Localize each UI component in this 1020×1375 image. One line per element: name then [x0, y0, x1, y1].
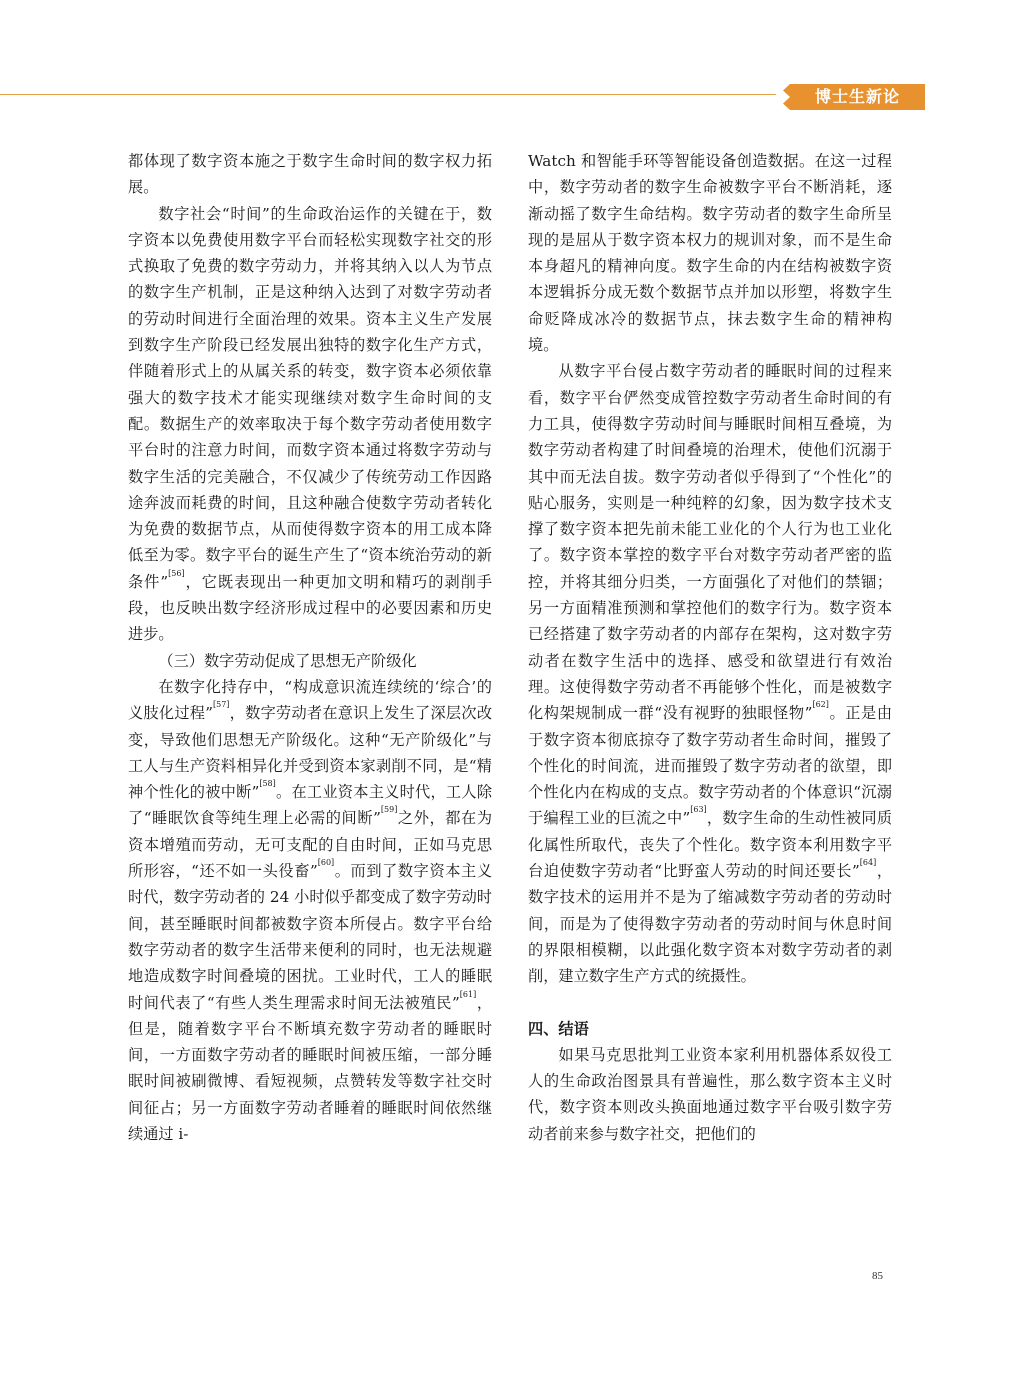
citation: [56] [168, 568, 185, 578]
page-number: 85 [872, 1270, 883, 1282]
citation: [59] [380, 805, 398, 815]
section-heading: 四、结语 [528, 1019, 589, 1038]
citation: [57] [213, 700, 230, 710]
citation: [61] [459, 989, 477, 999]
subsection-heading: （三）数字劳动促成了思想无产阶级化 [158, 651, 417, 670]
citation: [60] [317, 858, 335, 868]
citation: [64] [859, 858, 877, 868]
paragraph: 数字社会“时间”的生命政治运作的关键在于，数字资本以免费使用数字平台而轻松实现数字社交的形式换取了免费的数字劳动力，并将其纳入以人为节点的数字生产机制，正是这种纳入达到了对数字劳动者的劳动时间进行全面治理的效果。资本主义生产发展到数字生产阶段已经发展出独特的数字化生产方式，伴随着形式上的从属关系的转变，数字资本必须依靠强大的数字技术才能实现继续对数字生命时间的支配。数据生产的效率取决于每个数字劳动者使用数字平台时的注意力时间，而数字资本通过将数字劳动与数字生活的完美融合，不仅减少了传统劳动工作因路途奔波而耗费的时间，且这种融合使数字劳动者转化为免费的数据节点，从而使得数字资本的用工成本降低至为零。数字平台的诞生产生了“资本统治劳动的新条件”[56]，它既表现出一种更加文明和精巧的剥削手段，也反映出数字经济形成过程中的必要因素和历史进步。 [128, 204, 493, 644]
citation: [58] [259, 779, 276, 789]
paragraph: 从数字平台侵占数字劳动者的睡眠时间的过程来看，数字平台俨然变成管控数字劳动者生命时间的有力工具，使得数字劳动时间与睡眠时间相互叠境，为数字劳动者构建了时间叠境的治理术，使他们沉溺于其中而无法自拔。数字劳动者似乎得到了“个性化”的贴心服务，实则是一种纯粹的幻象，因为数字技术支撑了数字资本把先前未能工业化的个人行为也工业化了。数字资本掌控的数字平台对数字劳动者严密的监控，并将其细分归类，一方面强化了对他们的禁锢；另一方面精准预测和掌控他们的数字行为。数字资本已经搭建了数字劳动者的内部存在架构，这对数字劳动者在数字生活中的选择、感受和欲望进行有效治理。这使得数字劳动者不再能够个性化，而是被数字化构架规制成一群“没有视野的独眼怪物”[62]。正是由于数字资本彻底掠夺了数字劳动者生命时间，摧毁了个性化的时间流，进而摧毁了数字劳动者的欲望，即个性化内在构成的支点。数字劳动者的个体意识“沉溺于编程工业的巨流之中”[63]，数字生命的生动性被同质化属性所取代，丧失了个性化。数字资本利用数字平台迫使数字劳动者“比野蛮人劳动的时间还要长”[64]，数字技术的运用并不是为了缩减数字劳动者的劳动时间，而是为了使得数字劳动者的劳动时间与休息时间的界限相模糊，以此强化数字资本对数字劳动者的剥削，建立数字生产方式的统摄性。 [528, 362, 893, 986]
citation: [63] [690, 805, 707, 815]
paragraph: 在数字化持存中，“构成意识流连续统的‘综合’的义肢化过程”[57]，数字劳动者在意识上发生了深层次改变，导致他们思想无产阶级化。这种“无产阶级化”与工人与生产资料相异化并受到资本家剥削不同，是“精神个性化的被中断”[58]。在工业资本主义时代，工人除了“睡眠饮食等纯生理上必需的间断”[59]之外，都在为资本增殖而劳动，无可支配的自由时间，正如马克思所形容，“还不如一头役畜”[60]。而到了数字资本主义时代，数字劳动者的 24 小时似乎都变成了数字劳动时间，甚至睡眠时间都被数字资本所侵占。数字平台给数字劳动者的数字生活带来便利的同时，也无法规避地造成数字时间叠境的困扰。工业时代，工人的睡眠时间代表了“有些人类生理需求时间无法被殖民”[61]，但是，随着数字平台不断填充数字劳动者的睡眠时间，一方面数字劳动者的睡眠时间被压缩，一部分睡眠时间被刷微博、看短视频，点赞转发等数字社交时间征占；另一方面数字劳动者睡着的睡眠时间依然继续通过 i- [128, 677, 493, 1143]
right-column [528, 148, 892, 1147]
left-column [128, 148, 492, 1147]
header-rule [0, 94, 790, 95]
paragraph: 如果马克思批判工业资本家利用机器体系奴役工人的生命政治图景具有普遍性，那么数字资本主义时代，数字资本则改头换面地通过数字平台吸引数字劳动者前来参与数字社交，把他们的 [528, 1045, 892, 1143]
journal-section-tag: 博士生新论 [790, 84, 925, 110]
citation: [62] [812, 700, 829, 710]
paragraph: 都体现了数字资本施之于数字生命时间的数字权力拓展。 [128, 152, 492, 197]
paragraph: Watch 和智能手环等智能设备创造数据。在这一过程中，数字劳动者的数字生命被数字平台不断消耗，逐渐动摇了数字生命结构。数字劳动者的数字生命所呈现的是屈从于数字资本权力的规训对象，而不是生命本身超凡的精神向度。数字生命的内在结构被数字资本逻辑拆分成无数个数据节点并加以形塑，将数字生命贬降成冰冷的数据节点，抹去数字生命的精神构境。 [528, 152, 892, 355]
